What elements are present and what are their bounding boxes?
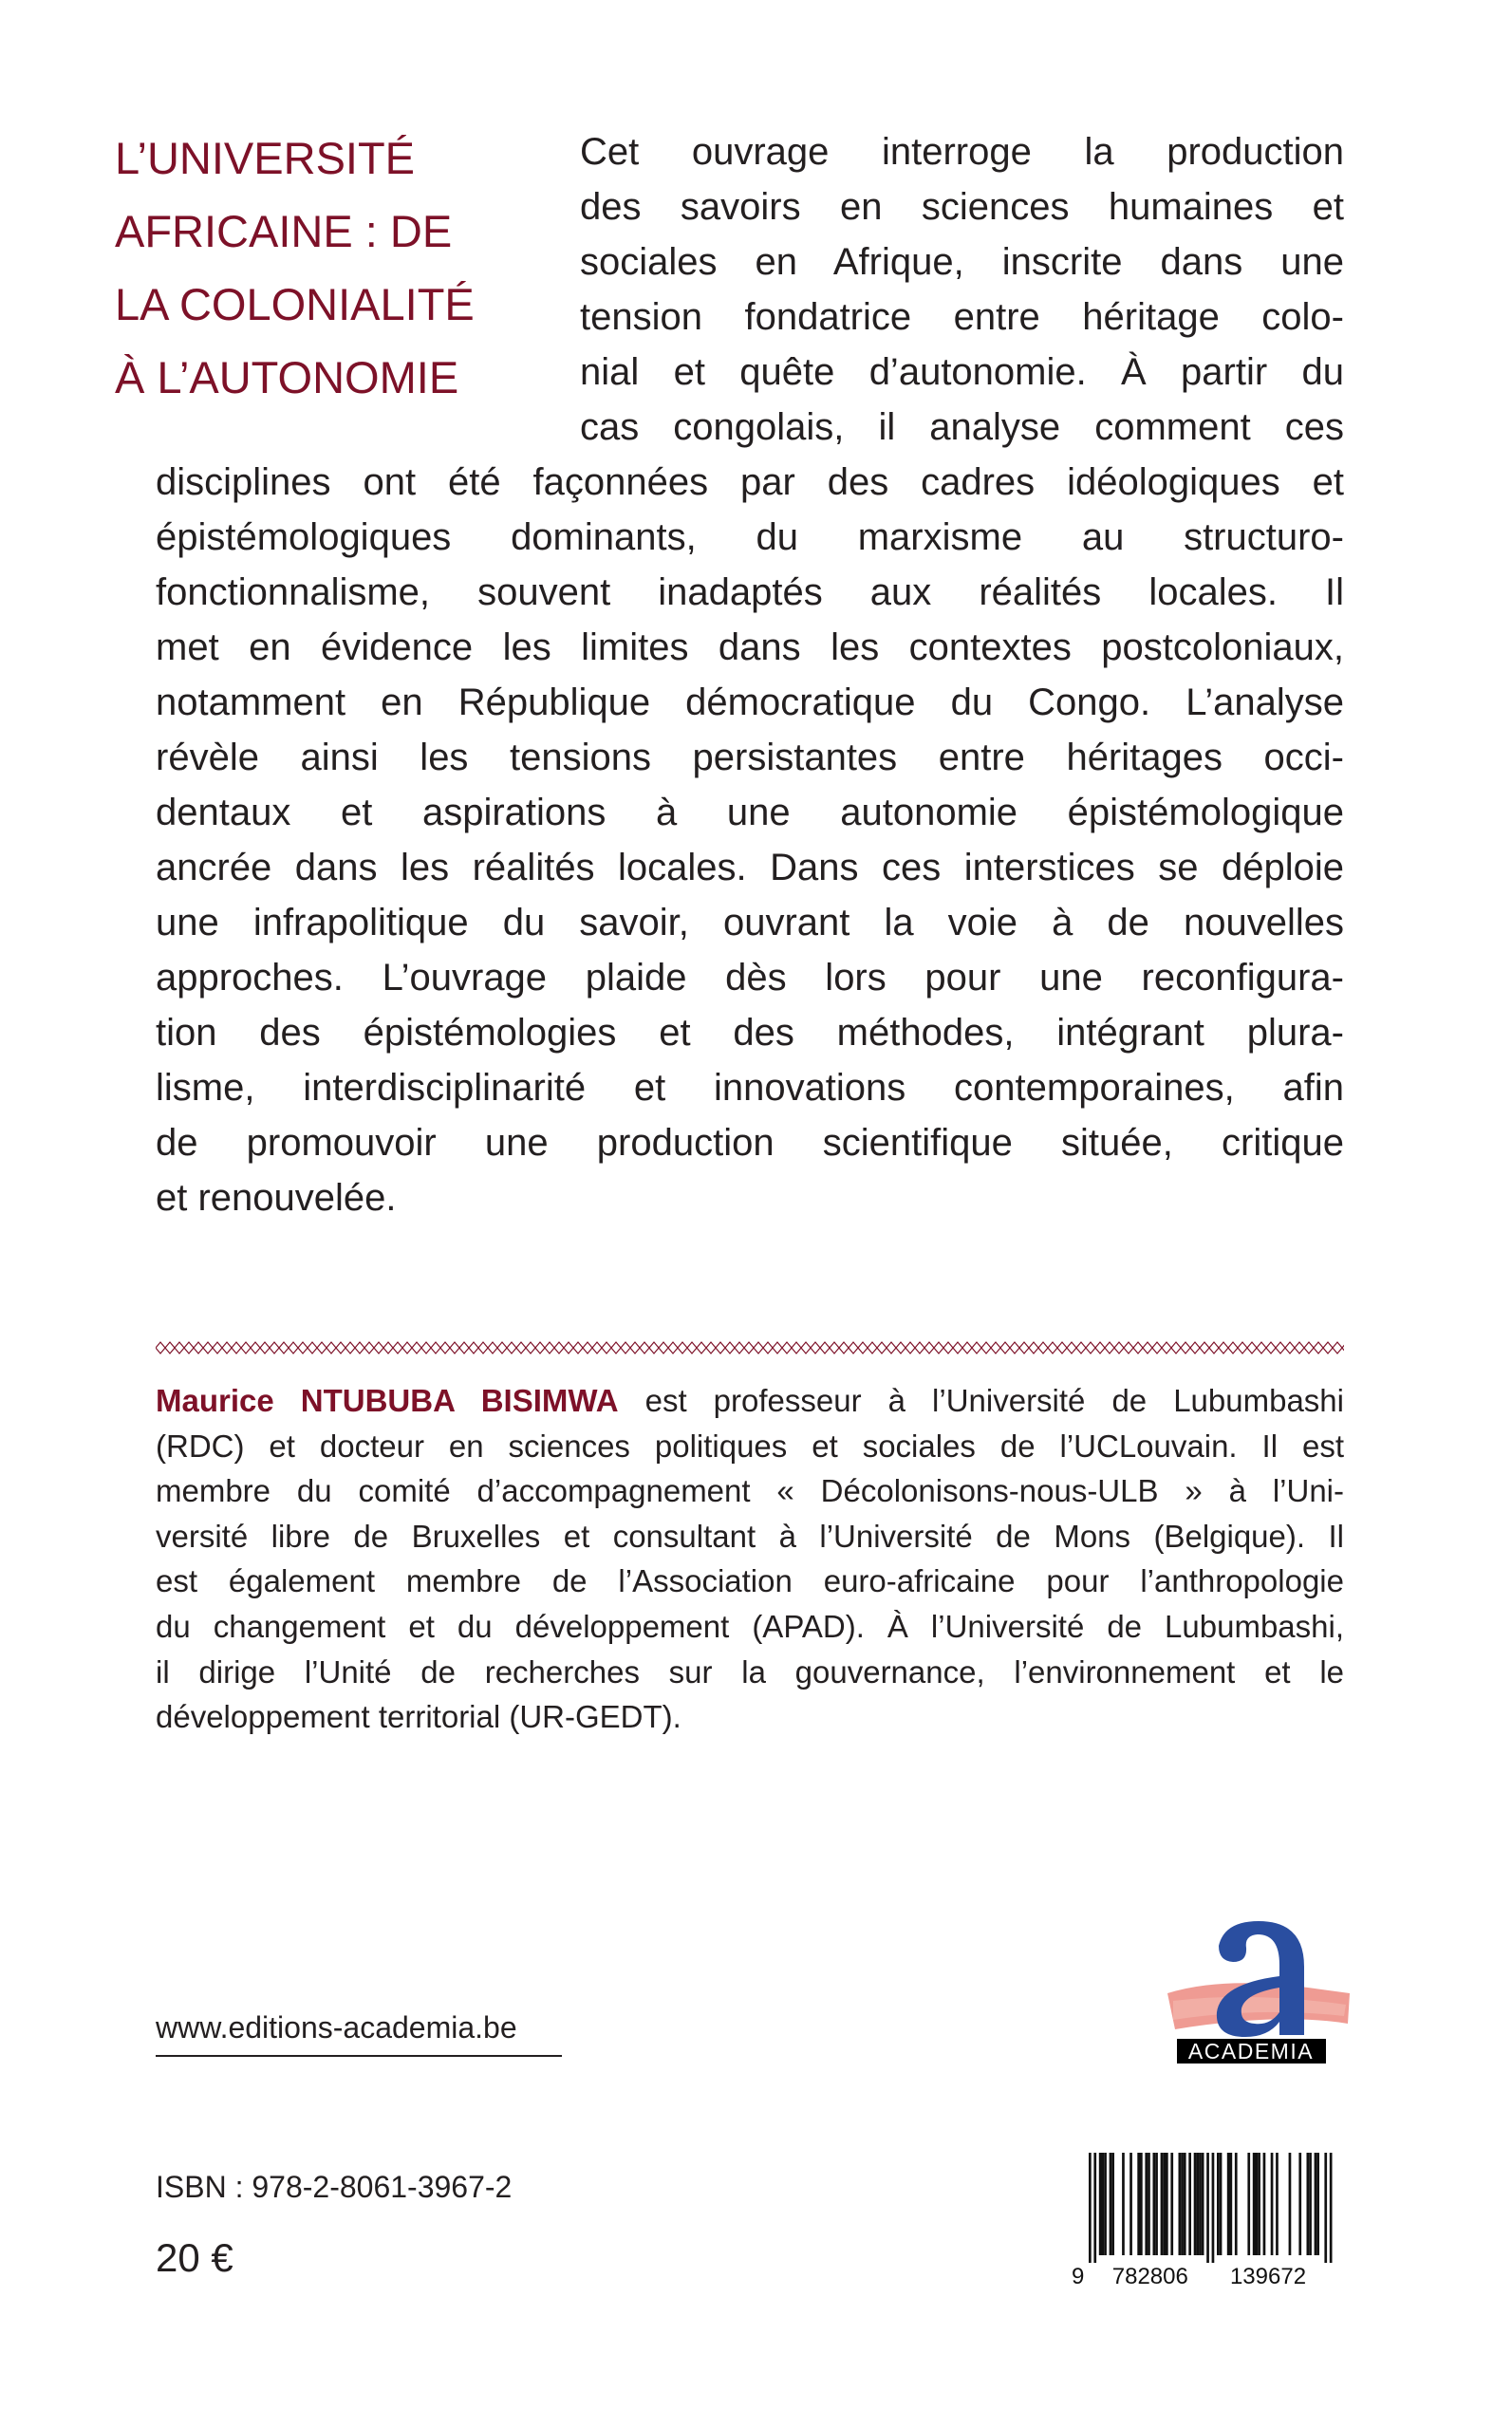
- barcode-bar: [1289, 2153, 1292, 2255]
- barcode-bar: [1170, 2153, 1173, 2255]
- barcode-bar: [1179, 2153, 1182, 2255]
- author-name: Maurice NTUBUBA BISIMWA: [156, 1383, 619, 1418]
- summary-line: dentaux et aspirations à une autonomie épistémologique: [156, 792, 1344, 833]
- barcode-bar: [1153, 2153, 1156, 2255]
- barcode-bar: [1247, 2153, 1250, 2255]
- isbn: ISBN : 978-2-8061-3967-2: [156, 2170, 513, 2204]
- summary-line: épistémologiques dominants, du marxisme au structuro-: [156, 516, 1344, 558]
- barcode-bar: [1212, 2153, 1215, 2263]
- barcode-bar: [1166, 2153, 1168, 2255]
- publisher-website-link[interactable]: www.editions-academia.be: [156, 2010, 562, 2057]
- summary-line: et renouvelée.: [156, 1177, 397, 1219]
- barcode-bar: [1181, 2153, 1184, 2255]
- barcode-bar: [1298, 2153, 1301, 2255]
- barcode-bar: [1330, 2153, 1333, 2263]
- barcode-bar: [1227, 2153, 1230, 2255]
- barcode-bar: [1235, 2153, 1238, 2255]
- barcode-bar: [1137, 2153, 1140, 2255]
- barcode-bar: [1316, 2153, 1319, 2255]
- title-line: À L’AUTONOMIE: [115, 352, 459, 402]
- bio-line: (RDC) et docteur en sciences politiques et sociales de l’UCLouvain. Il est: [156, 1428, 1344, 1464]
- summary-line: nial et quête d’autonomie. À partir du: [580, 351, 1344, 393]
- barcode-bar: [1163, 2153, 1166, 2255]
- barcode-bar: [1307, 2153, 1310, 2255]
- academia-logo: [1166, 1917, 1352, 2064]
- bio-line: membre du comité d’accompagnement « Décolonisons-nous-ULB » à l’Uni-: [156, 1473, 1344, 1509]
- summary-line: Cet ouvrage interroge la production: [580, 131, 1344, 173]
- summary-line: met en évidence les limites dans les contextes postcoloniaux,: [156, 626, 1344, 668]
- barcode-bar: [1217, 2153, 1220, 2255]
- summary-line: disciplines ont été façonnées par des cadres idéologiques et: [156, 461, 1344, 503]
- barcode-bar: [1089, 2153, 1092, 2263]
- title-line: L’UNIVERSITÉ: [115, 133, 416, 183]
- barcode-bar: [1309, 2153, 1312, 2255]
- summary-line: notamment en République démocratique du Congo. L’analyse: [156, 682, 1344, 723]
- isbn-barcode: [1070, 2153, 1347, 2286]
- bio-line: développement territorial (UR-GEDT).: [156, 1699, 681, 1735]
- bio-line: [156, 1378, 1344, 1424]
- barcode-bar: [1129, 2153, 1132, 2255]
- barcode-bar: [1256, 2153, 1259, 2255]
- barcode-bar: [1199, 2153, 1202, 2255]
- barcode-bar: [1122, 2153, 1125, 2255]
- barcode-bar: [1196, 2153, 1199, 2255]
- barcode-digits: 782806: [1111, 2264, 1188, 2286]
- summary-top: [580, 124, 1344, 455]
- price: 20 €: [156, 2235, 233, 2280]
- barcode-bar: [1276, 2153, 1279, 2255]
- barcode-bar: [1184, 2153, 1186, 2255]
- summary-line: tension fondatrice entre héritage colo-: [580, 296, 1344, 338]
- barcode-bar: [1104, 2153, 1107, 2255]
- barcode-bar: [1206, 2153, 1209, 2263]
- summary-line: tion des épistémologies et des méthodes, intégrant plura-: [156, 1012, 1344, 1054]
- barcode-bar: [1194, 2153, 1197, 2255]
- bio-text: est professeur à l’Université de Lubumbashi: [618, 1383, 1344, 1418]
- barcode-bar: [1315, 2153, 1317, 2255]
- bio-line: versité libre de Bruxelles et consultant à l’Université de Mons (Belgique). Il: [156, 1518, 1344, 1554]
- summary-line: sociales en Afrique, inscrite dans une: [580, 241, 1344, 283]
- summary-line: de promouvoir une production scientifique située, critique: [156, 1122, 1344, 1164]
- ornamental-divider: [156, 1340, 1344, 1355]
- barcode-bar: [1202, 2153, 1204, 2255]
- divider-diamonds: [156, 1342, 1344, 1354]
- barcode-bar: [1161, 2153, 1164, 2255]
- book-title: [115, 121, 561, 414]
- bio-line: il dirige l’Unité de recherches sur la gouvernance, l’environnement et le: [156, 1653, 1344, 1690]
- barcode-bar: [1324, 2153, 1327, 2263]
- barcode-bar: [1188, 2153, 1191, 2255]
- barcode-bar: [1140, 2153, 1143, 2255]
- barcode-bar: [1102, 2153, 1105, 2255]
- summary-line: cas congolais, il analyse comment ces: [580, 406, 1344, 448]
- barcode-bar: [1258, 2153, 1260, 2255]
- barcode-digits: 9: [1072, 2264, 1085, 2286]
- summary-line: approches. L’ouvrage plaide dès lors pour une reconfigura-: [156, 957, 1344, 999]
- title-line: LA COLONIALITÉ: [115, 279, 475, 329]
- summary-line: fonctionnalisme, souvent inadaptés aux réalités locales. Il: [156, 571, 1344, 613]
- summary-bottom: [156, 455, 1344, 1225]
- barcode-bar: [1263, 2153, 1266, 2255]
- summary-line: une infrapolitique du savoir, ouvrant la voie à de nouvelles: [156, 902, 1344, 943]
- bio-line: est également membre de l’Association euro-africaine pour l’anthropologie: [156, 1563, 1344, 1599]
- title-line: AFRICAINE : DE: [115, 206, 453, 256]
- barcode-bar: [1148, 2153, 1150, 2255]
- barcode-bar: [1230, 2153, 1233, 2255]
- barcode-bar: [1220, 2153, 1223, 2255]
- logo-label: ACADEMIA: [1187, 2039, 1315, 2064]
- summary-line: révèle ainsi les tensions persistantes entre héritages occi-: [156, 737, 1344, 778]
- barcode-bar: [1110, 2153, 1112, 2255]
- barcode-bar: [1145, 2153, 1148, 2255]
- summary-line: ancrée dans les réalités locales. Dans ces interstices se déploie: [156, 847, 1344, 888]
- barcode-bar: [1093, 2153, 1096, 2263]
- barcode-digits: 139672: [1229, 2264, 1307, 2286]
- bio-line: du changement et du développement (APAD). À l’Université de Lubumbashi,: [156, 1608, 1344, 1644]
- summary-line: des savoirs en sciences humaines et: [580, 186, 1344, 228]
- summary-line: lisme, interdisciplinarité et innovations contemporaines, afin: [156, 1067, 1344, 1109]
- author-bio: [156, 1378, 1344, 1740]
- barcode-bar: [1155, 2153, 1158, 2255]
- barcode-bar: [1253, 2153, 1256, 2255]
- barcode-bar: [1099, 2153, 1102, 2255]
- barcode-bar: [1271, 2153, 1274, 2255]
- barcode-bar: [1111, 2153, 1114, 2255]
